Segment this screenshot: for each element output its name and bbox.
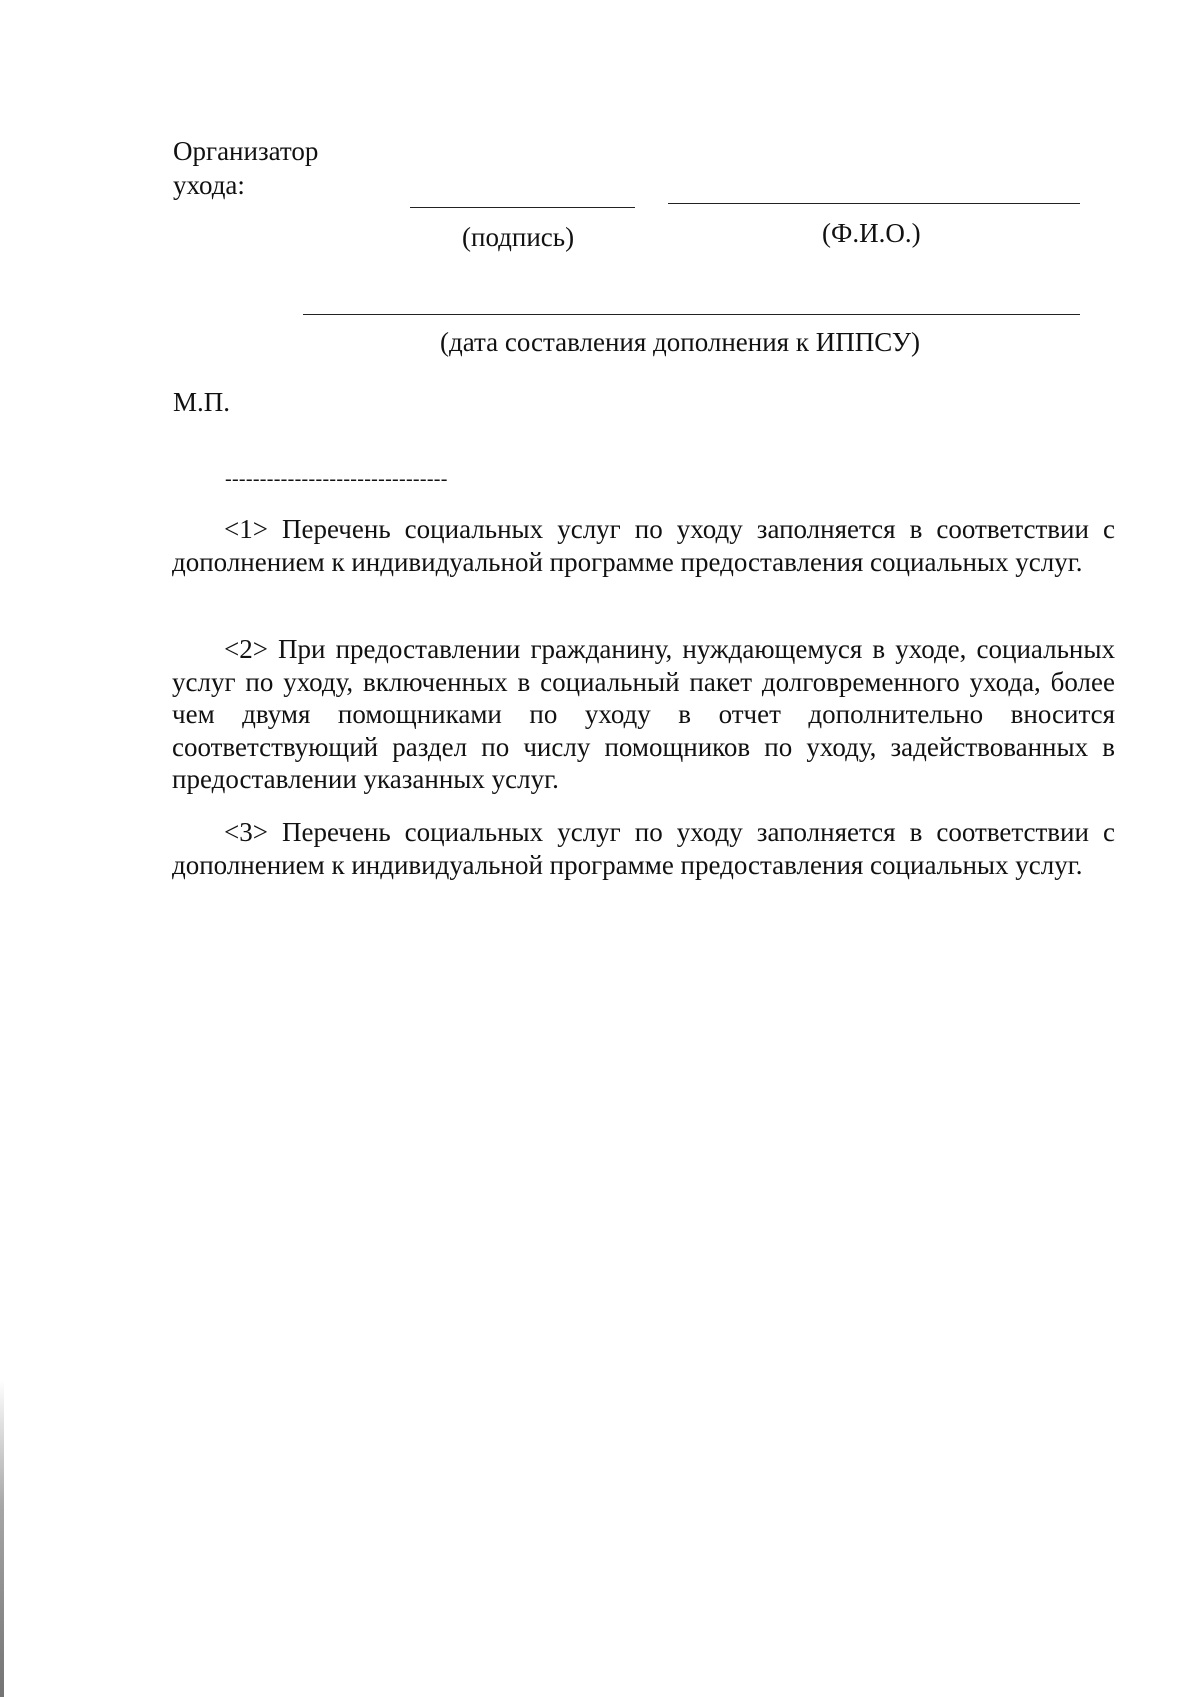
date-line — [303, 314, 1080, 315]
scan-edge-artifact — [0, 1380, 4, 1697]
date-caption: (дата составления дополнения к ИППСУ) — [440, 327, 920, 357]
organizer-label-line2: ухода: — [173, 170, 245, 200]
stamp-label: М.П. — [173, 387, 231, 417]
signature-caption: (подпись) — [462, 222, 575, 252]
organizer-label-line1: Организатор — [173, 136, 319, 166]
fio-line — [668, 203, 1080, 204]
signature-line — [410, 207, 635, 208]
footnote-separator: -------------------------------- — [225, 468, 448, 490]
footnote-1: <1> Перечень социальных услуг по уходу заполняется в соответствии с дополнением к индивидуальной программе предоставления социальных услуг. — [172, 514, 1115, 577]
fio-caption: (Ф.И.О.) — [822, 218, 921, 248]
footnote-2: <2> При предоставлении гражданину, нуждающемуся в уходе, социальных услуг по уходу, включенных в социальный пакет долговременного ухода, более чем двумя помощниками по уходу в отчет дополнительно вносится соответствующий раздел по числу помощников по уходу, задействованных в предоставлении указанных услуг. — [172, 634, 1115, 794]
footnote-3: <3> Перечень социальных услуг по уходу заполняется в соответствии с дополнением к индивидуальной программе предоставления социальных услуг. — [172, 817, 1115, 880]
